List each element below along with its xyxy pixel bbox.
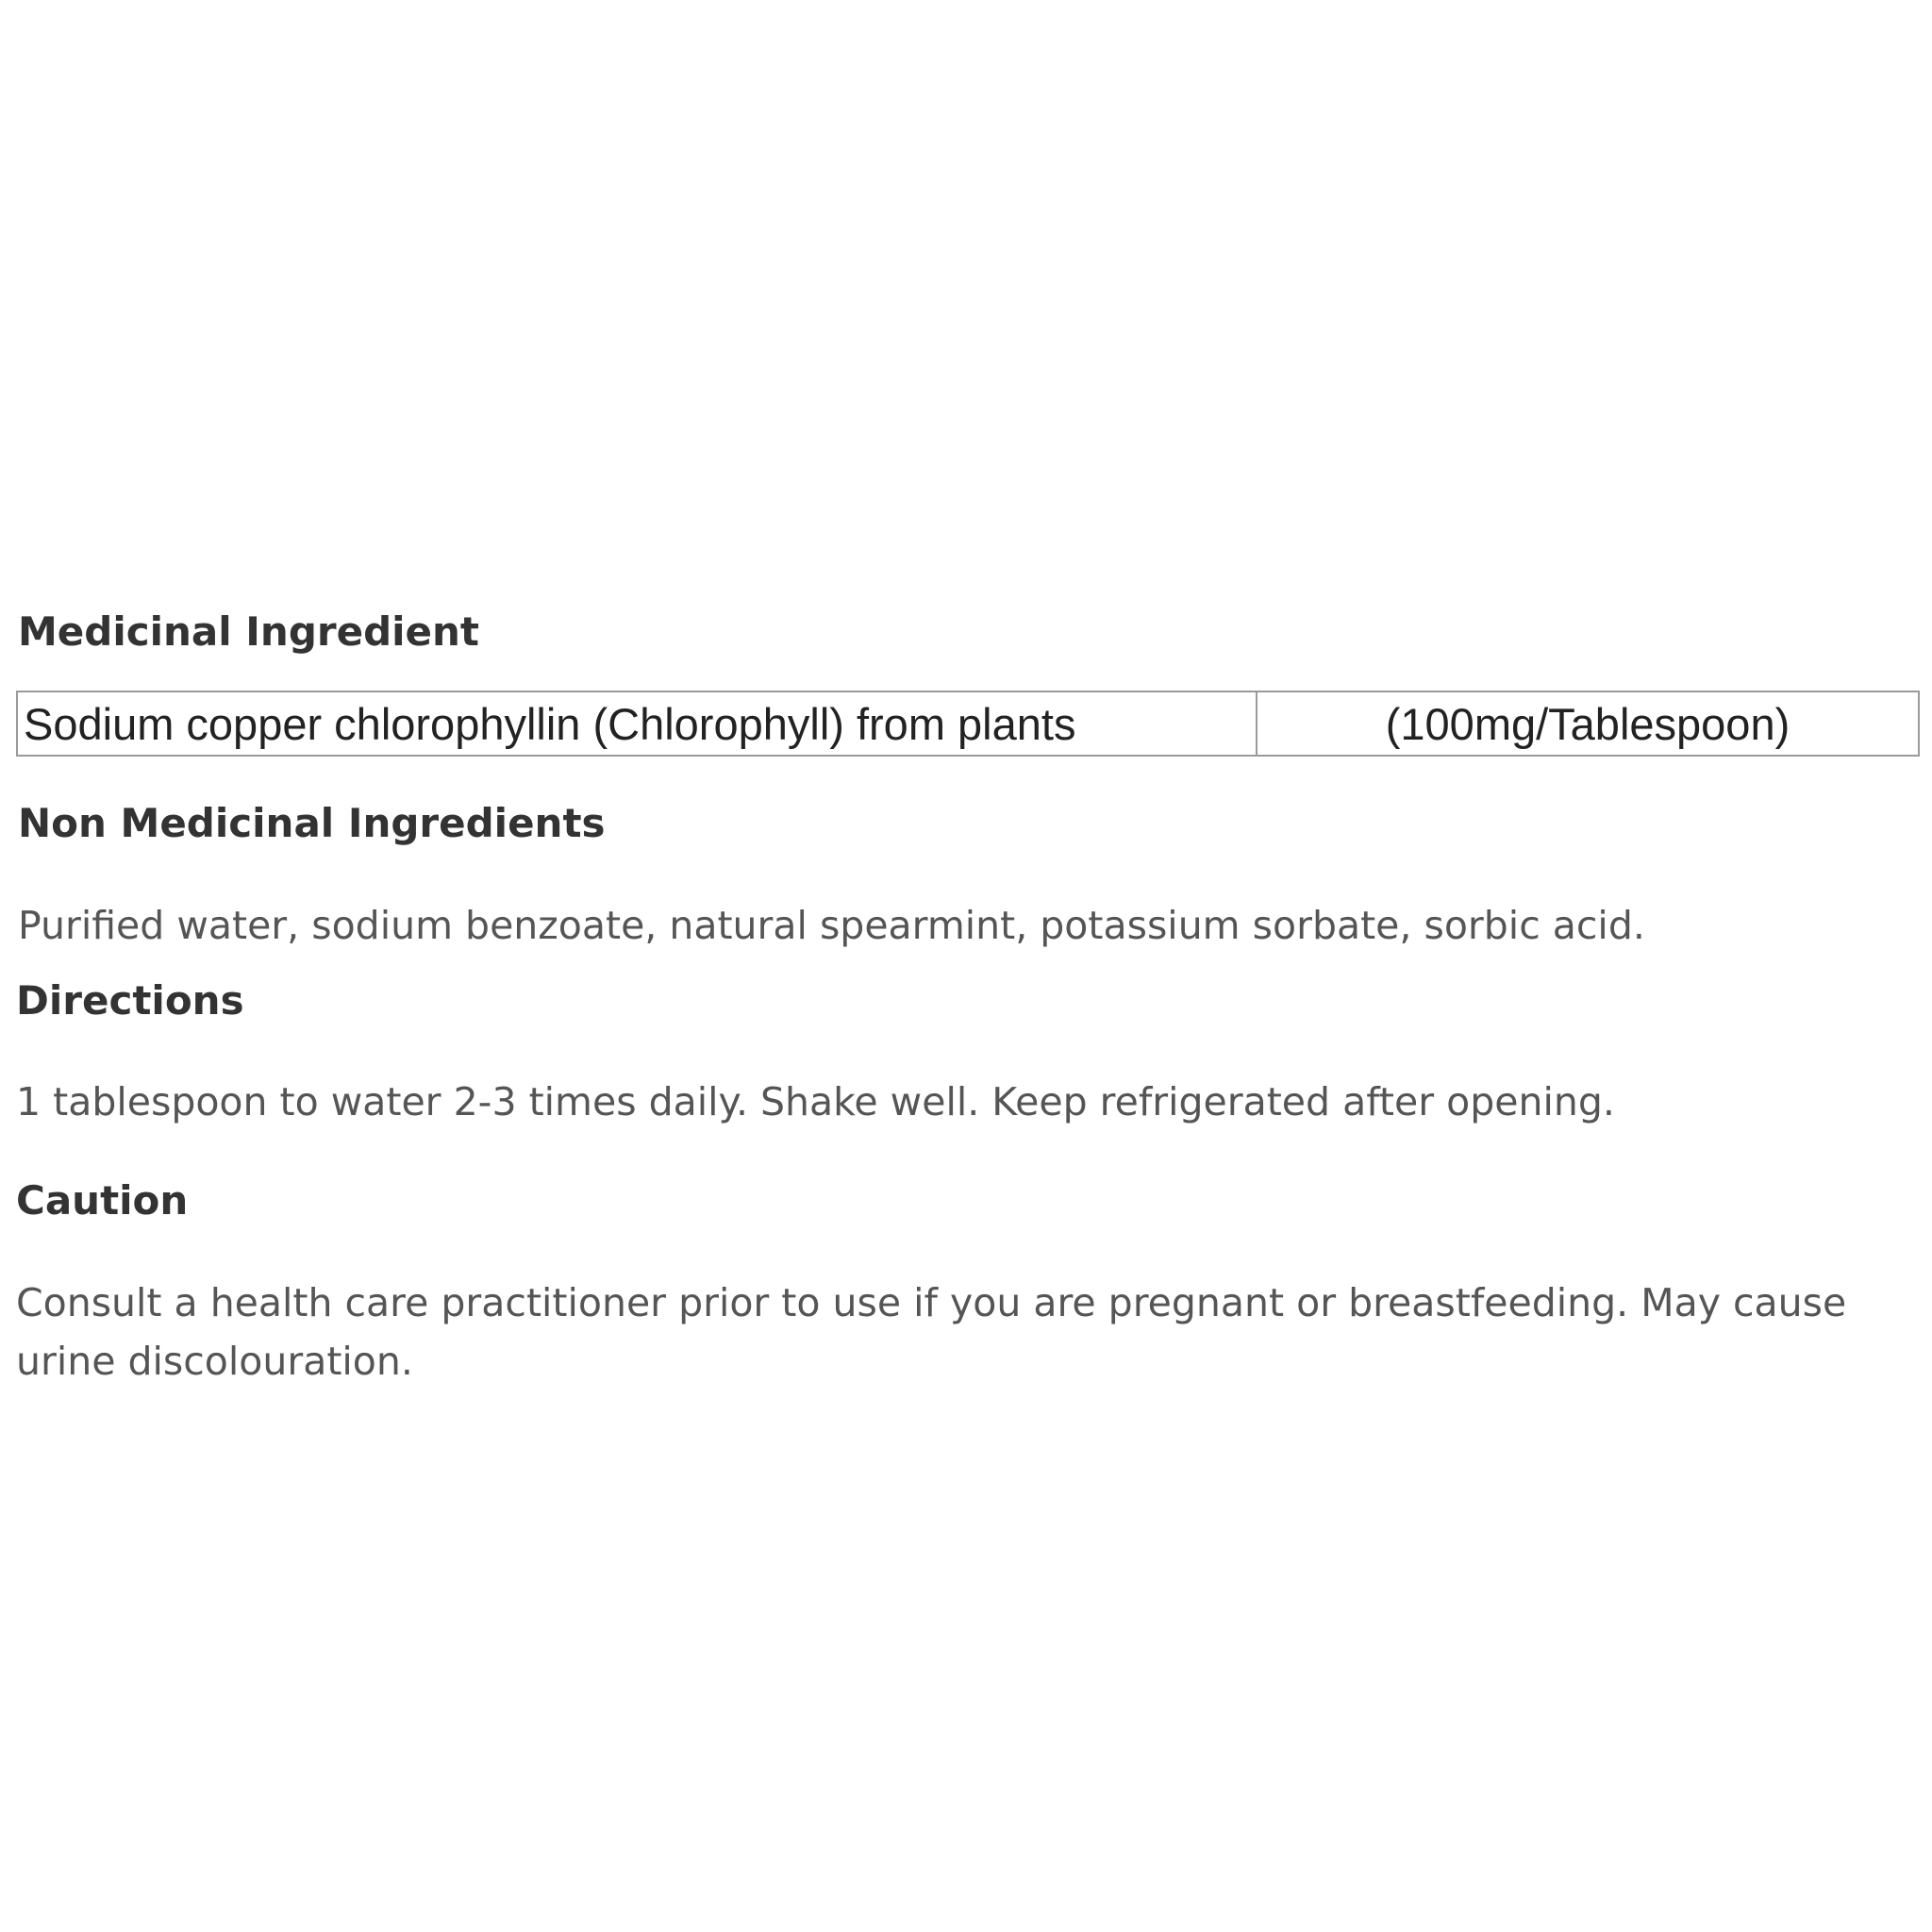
medicinal-ingredient-heading: Medicinal Ingredient [18,608,480,655]
caution-heading: Caution [16,1177,189,1224]
caution-text: Consult a health care practitioner prior to use if you are pregnant or breastfeeding. May cause urine discolouration. [16,1280,1847,1384]
non-medicinal-ingredients-heading: Non Medicinal Ingredients [18,800,606,846]
ingredient-name-cell: Sodium copper chlorophyllin (Chlorophyll) from plants [17,691,1257,756]
medicinal-ingredient-table [16,691,1920,757]
non-medicinal-ingredients-text: Purified water, sodium benzoate, natural spearmint, potassium sorbate, sorbic acid. [18,903,1645,948]
directions-heading: Directions [16,977,244,1024]
ingredient-amount-cell: (100mg/Tablespoon) [1257,691,1919,756]
directions-text: 1 tablespoon to water 2-3 times daily. Shake well. Keep refrigerated after opening. [16,1079,1615,1124]
table-row [17,691,1919,756]
